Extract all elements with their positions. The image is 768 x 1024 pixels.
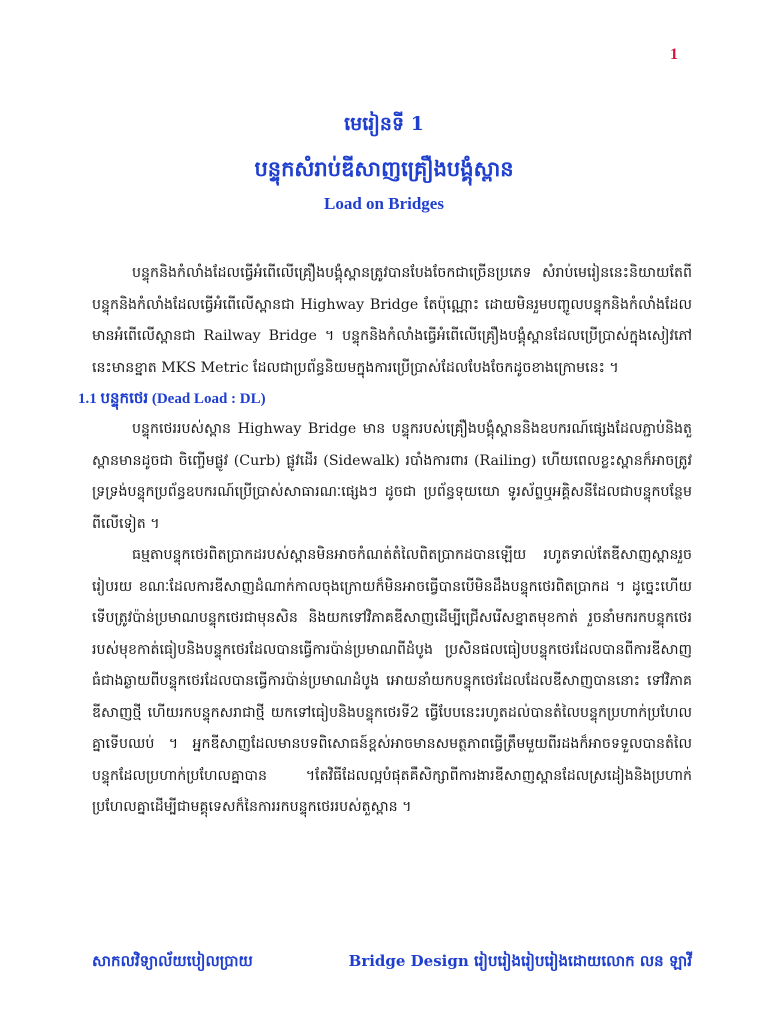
document-body xyxy=(78,258,692,824)
section-paragraph-2: ធម្មតាបន្ទុកថេរពិតប្រាកដរបស់ស្ពានមិនអាចកំណត់តំលៃពិតប្រាកដបានឡើយ រហូតទាល់តែឌីសាញស្ពានរួចរៀបរយ ខណៈដែលការឌីសាញដំណាក់កាលចុងក្រោយក៏មិនអាចធ្វើបានបើមិនដឹងបន្ទុកថេរពិតប្រាកដ ។ ដូច្នេះហើយទើបត្រូវប៉ាន់ប្រមាណបន្ទុកថេរជាមុនសិន និងយកទៅវិភាគឌីសាញដើម្បីជ្រើសរើសខ្នាតមុខកាត់ រួចនាំមករកបន្ទុកថេររបស់មុខកាត់ធៀបនិងបន្ទុកថេរដែលបានធ្វើការប៉ាន់ប្រមាណពីដំបូង ប្រសិនផលធៀបបន្ទុកថេរដែលបានពីការឌីសាញធំជាងឆ្ងាយពីបន្ទុកថេរដែលបានធ្វើការប៉ាន់ប្រមាណដំបូង អោយនាំយកបន្ទុកថេរដែលដែលឌីសាញបាននោះ ទៅវិភាគឌីសាញថ្មី ហើយរកបន្ទុកសរាជាថ្មី យកទៅធៀបនិងបន្ទុកថេរទី2 ធ្វើបែបនេះរហូតដល់បានតំលៃបន្ទុកប្រហាក់ប្រហែលគ្នាទើបឈប់ ។ អ្នកឌីសាញដែលមានបទពិសោធន៍ខ្ពស់អាចមានសមត្ថភាពធ្វើត្រឹមមួយពីរដងក៏អាចទទួលបានតំលៃបន្ទុកដែលប្រហាក់ប្រហែលគ្នាបាន ។តែវិធីដែលល្អបំផុតគឺសិក្សាពីការងារឌីសាញស្ពានដែលស្រដៀងនិងប្រហាក់ប្រហែលគ្នាដើម្បីជាមគ្គុទេសក៏នៃការរកបន្ទុកថេររបស់តួស្ពាន ។ xyxy=(92,547,692,815)
section-heading: 1.1 បន្ទុកថេរ (Dead Load : DL) xyxy=(78,391,266,407)
lesson-label: មេរៀនទី 1 xyxy=(344,113,424,135)
footer-university: សាកលវិទ្យាល័យបៀលប្រាយ xyxy=(92,952,253,970)
page-number: 1 xyxy=(670,46,678,63)
footer-course-author: Bridge Design រៀបរៀងរៀបរៀងដោយលោក លន ឡាវី xyxy=(348,952,692,970)
english-title: Load on Bridges xyxy=(324,194,444,213)
section-paragraph-1: បន្ទុកថេររបស់ស្ពាន Highway Bridge មាន បន្ទុករបស់គ្រឿងបង្គុំស្ពាននិងឧបករណ៍ផ្សេងដែលភ្ជាប់និងតួស្ពានមានដូចជា ចិញ្ចើមផ្លូវ (Curb) ផ្លូវដើរ (Sidewalk) របាំងការពារ (Railing) ហើយពេលខ្លះស្ពានក៏អាចត្រូវទ្រទ្រង់បន្ទុកប្រព័ន្ធឧបករណ៍ប្រើប្រាស់សាធារណៈផ្សេងៗ ដូចជា ប្រព័ន្ធទុយយោ ទូរស័ព្ទឬអគ្គិសនីដែលជាបន្ទុកបន្ថែមពីលើទៀត ។ xyxy=(92,421,692,532)
intro-paragraph: បន្ទុកនិងកំលាំងដែលធ្វើអំពើលើគ្រឿងបង្គុំស្ពានត្រូវបានបែងចែកជាច្រើនប្រភេទ សំរាប់មេរៀននេះនិយាយតែពីបន្ទុកនិងកំលាំងដែលធ្វើអំពើលើស្ពានជា Highway Bridge តែប៉ុណ្ណោះ ដោយមិនរួមបញ្ចូលបន្ទុកនិងកំលាំងដែលមានអំពើលើស្ពានជា Railway Bridge ។ បន្ទុកនិងកំលាំងធ្វើអំពើលើគ្រឿងបង្គុំស្ពានដែលប្រើប្រាស់ក្នុងសៀវភៅនេះមានខ្នាត MKS Metric ដែលជាប្រព័ន្ធនិយមក្នុងការប្រើប្រាស់ដែលបែងចែកដូចខាងក្រោមនេះ ។ xyxy=(92,265,692,376)
khmer-title: បន្ទុកសំរាប់ឌីសាញគ្រឿងបង្គុំស្ពាន xyxy=(254,156,514,181)
